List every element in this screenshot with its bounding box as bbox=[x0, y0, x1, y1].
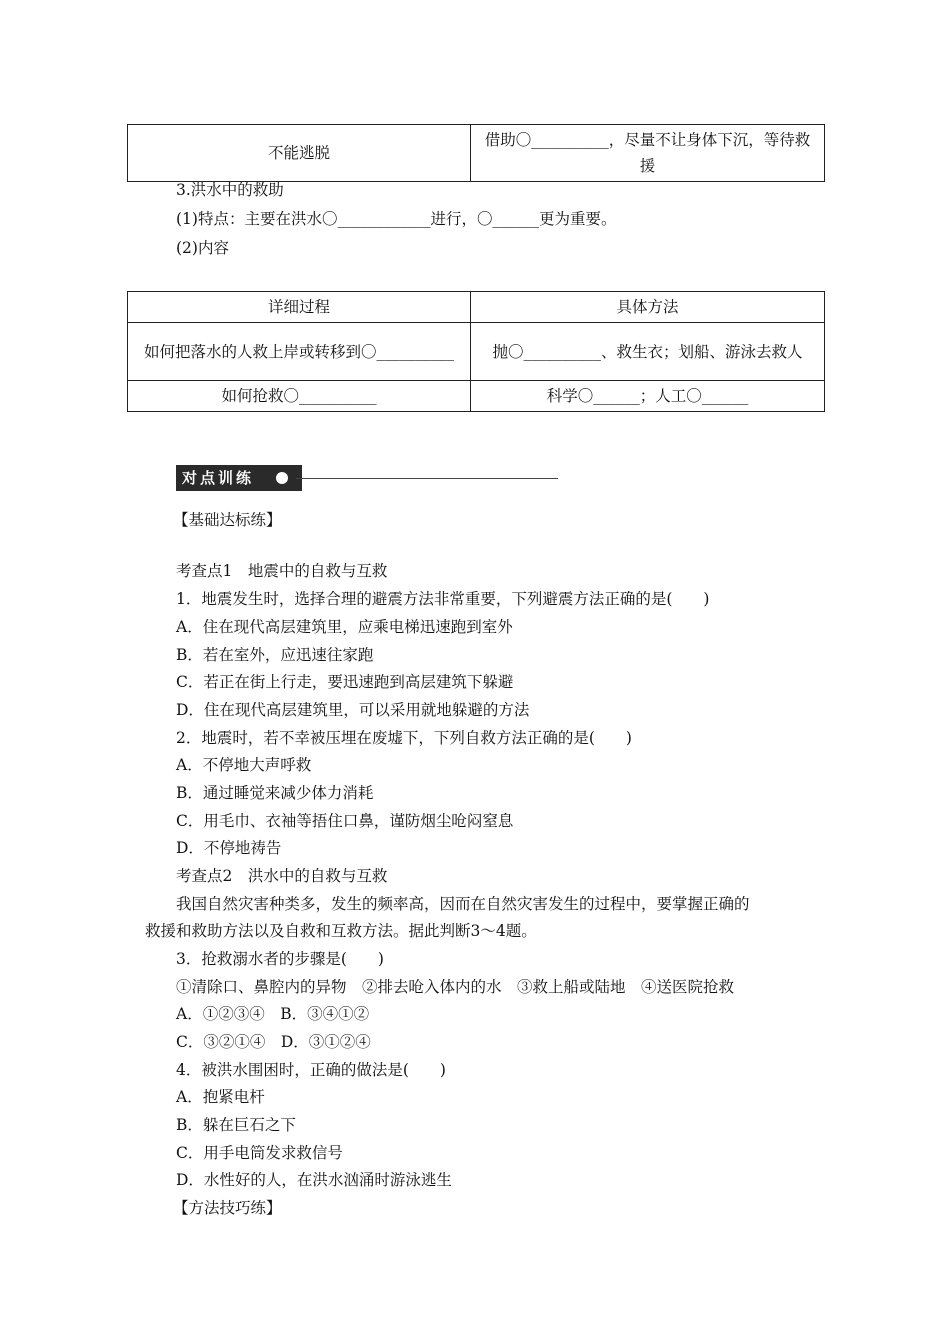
option-text: B．通过睡觉来减少体力消耗 bbox=[176, 784, 374, 802]
option-text: D．住在现代高层建筑里，可以采用就地躲避的方法 bbox=[176, 701, 530, 719]
table-header-cell: 详细过程 bbox=[128, 292, 471, 323]
content-heading: (2)内容 bbox=[176, 239, 229, 257]
table-cell: 如何抢救〇__________ bbox=[128, 381, 471, 412]
question-text: 4．被洪水围困时，正确的做法是( ) bbox=[176, 1061, 446, 1079]
table-header-cell: 具体方法 bbox=[471, 292, 825, 323]
passage-text: 我国自然灾害种类多，发生的频率高，因而在自然灾害发生的过程中，要掌握正确的 bbox=[176, 895, 750, 913]
option-text: B．若在室外，应迅速往家跑 bbox=[176, 646, 374, 664]
question-text: 2．地震时，若不幸被压埋在废墟下，下列自救方法正确的是( ) bbox=[176, 729, 632, 747]
option-text: C．若正在街上行走，要迅速跑到高层建筑下躲避 bbox=[176, 673, 514, 691]
option-text: A．住在现代高层建筑里，应乘电梯迅速跑到室外 bbox=[176, 618, 513, 636]
topic-heading: 考查点2 洪水中的自救与互救 bbox=[176, 867, 388, 885]
table-row bbox=[128, 125, 825, 182]
feature-text: (1)特点：主要在洪水〇____________进行，〇______更为重要。 bbox=[176, 210, 617, 228]
option-text: C．③②①④ D．③①②④ bbox=[176, 1033, 371, 1051]
question-text: 3．抢救溺水者的步骤是( ) bbox=[176, 950, 384, 968]
table-cell: 抛〇__________、救生衣；划船、游泳去救人 bbox=[471, 323, 825, 381]
table-cell: 如何把落水的人救上岸或转移到〇__________ bbox=[128, 323, 471, 381]
table-row bbox=[128, 292, 825, 323]
subsection-heading: 【方法技巧练】 bbox=[173, 1199, 282, 1217]
bullet-icon bbox=[276, 472, 288, 484]
option-text: D．不停地祷告 bbox=[176, 839, 282, 857]
option-text: B．躲在巨石之下 bbox=[176, 1116, 296, 1134]
topic-heading: 考查点1 地震中的自救与互救 bbox=[176, 562, 388, 580]
practice-banner bbox=[176, 465, 558, 491]
passage-text: 救援和救助方法以及自救和互救方法。据此判断3～4题。 bbox=[145, 922, 537, 940]
banner-label: 对点训练 bbox=[176, 465, 302, 491]
option-text: C．用手电筒发求救信号 bbox=[176, 1144, 343, 1162]
option-text: A．不停地大声呼救 bbox=[176, 756, 312, 774]
option-text: A．①②③④ B．③④①② bbox=[176, 1005, 370, 1023]
table-cell: 科学〇______；人工〇______ bbox=[471, 381, 825, 412]
option-text: A．抱紧电杆 bbox=[176, 1088, 265, 1106]
subsection-heading: 【基础达标练】 bbox=[173, 511, 282, 529]
question-text: 1．地震发生时，选择合理的避震方法非常重要，下列避震方法正确的是( ) bbox=[176, 590, 710, 608]
table-row bbox=[128, 323, 825, 381]
divider bbox=[296, 478, 558, 479]
table-flood-rescue bbox=[127, 291, 825, 412]
table-escape bbox=[127, 124, 825, 182]
option-text: D．水性好的人，在洪水汹涌时游泳逃生 bbox=[176, 1171, 452, 1189]
step-list: ①清除口、鼻腔内的异物 ②排去呛入体内的水 ③救上船或陆地 ④送医院抢救 bbox=[176, 978, 735, 996]
section-heading: 3.洪水中的救助 bbox=[176, 181, 284, 199]
option-text: C．用毛巾、衣袖等捂住口鼻，谨防烟尘呛闷窒息 bbox=[176, 812, 514, 830]
table-cell: 借助〇__________，尽量不让身体下沉，等待救援 bbox=[471, 125, 825, 182]
table-cell: 不能逃脱 bbox=[128, 125, 471, 182]
table-row bbox=[128, 381, 825, 412]
